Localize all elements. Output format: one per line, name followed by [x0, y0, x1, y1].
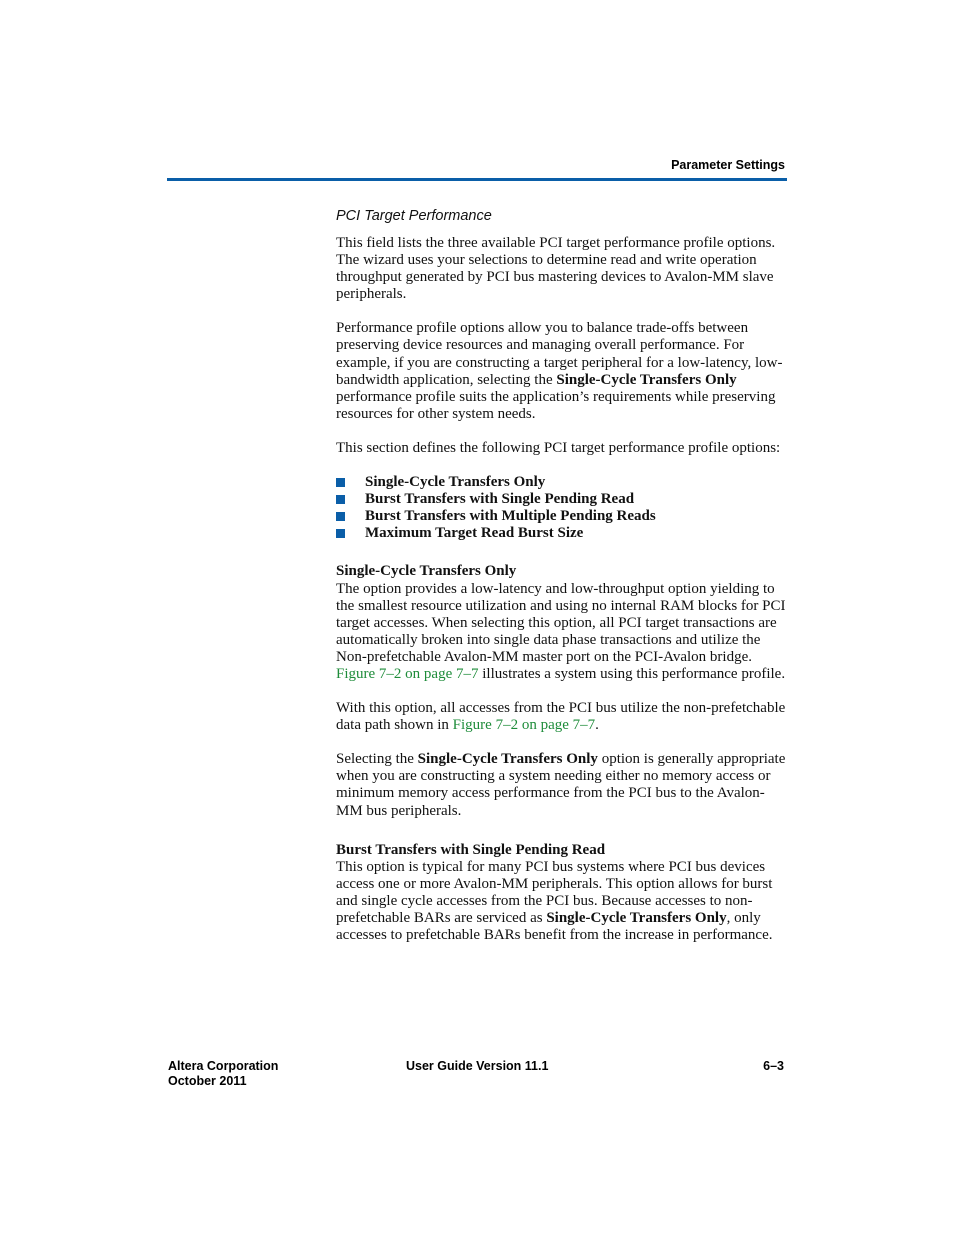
defines-paragraph: This section defines the following PCI target performance profile options:: [336, 439, 781, 456]
section-title: PCI Target Performance: [336, 208, 492, 224]
list-item: Burst Transfers with Single Pending Read: [336, 491, 788, 508]
square-bullet-icon: [336, 512, 345, 521]
list-item: Maximum Target Read Burst Size: [336, 525, 788, 542]
footer-page-number: 6–3: [763, 1059, 784, 1073]
intro-paragraph: This field lists the three available PCI target performance profile options. The wizard uses your selections to determine read and write operation throughput generated by PCI bus mastering devices to Avalon-MM slave peripherals.: [336, 235, 776, 303]
running-header-title: Parameter Settings: [671, 158, 785, 172]
list-item: Burst Transfers with Multiple Pending Reads: [336, 508, 788, 525]
footer-guide-version: User Guide Version 11.1: [406, 1059, 549, 1073]
bold-term: Single-Cycle Transfers Only: [546, 910, 727, 926]
options-list: [336, 474, 788, 542]
header-rule: [167, 178, 787, 181]
footer-company: Altera Corporation: [168, 1059, 279, 1073]
list-item: Single-Cycle Transfers Only: [336, 474, 788, 491]
balance-paragraph: Performance profile options allow you to balance trade-offs between preserving device resources and managing overall performance. For example, if you are constructing a target peripheral for a low-latency, low-bandwidth application, selecting the Single-Cycle Transfers Only performance profile suits the application’s requirements while preserving resources for other system needs.: [336, 320, 783, 422]
single-cycle-paragraph-1: The option provides a low-latency and low-throughput option yielding to the smallest resource utilization and using no internal RAM blocks for PCI target accesses. When selecting this option, all PCI target transactions are automatically broken into single data phase transactions and utilize the Non-prefetchable Avalon-MM master port on the PCI-Avalon bridge. Figure 7–2 on page 7–7 illustrates a system using this performance profile.: [336, 580, 786, 682]
square-bullet-icon: [336, 478, 345, 487]
bold-term: Single-Cycle Transfers Only: [556, 371, 737, 388]
bold-term: Single-Cycle Transfers Only: [417, 751, 598, 768]
single-cycle-paragraph-3: Selecting the Single-Cycle Transfers Only option is generally appropriate when you are constructing a system needing either no memory access or minimum memory access performance from the PCI bus to the Avalon-MM bus peripherals.: [336, 751, 786, 819]
burst-single-paragraph: This option is typical for many PCI bus systems where PCI bus devices access one or more Avalon-MM peripherals. This option allows for burst and single cycle accesses from the PCI bus. Because accesses to non-prefetchable BARs are serviced as Single-Cycle Transfers Only, only accesses to prefetchable BARs benefit from the increase in performance.: [336, 858, 773, 944]
burst-single-heading: Burst Transfers with Single Pending Read: [336, 841, 606, 858]
figure-link[interactable]: Figure 7–2 on page 7–7: [452, 717, 596, 734]
footer-left: [168, 1059, 278, 1089]
square-bullet-icon: [336, 529, 345, 538]
page-content: [336, 207, 788, 961]
figure-link[interactable]: Figure 7–2 on page 7–7: [336, 665, 479, 682]
footer-date: October 2011: [168, 1074, 247, 1088]
single-cycle-paragraph-2: With this option, all accesses from the PCI bus utilize the non-prefetchable data path shown in Figure 7–2 on page 7–7.: [336, 700, 786, 734]
single-cycle-heading: Single-Cycle Transfers Only: [336, 563, 517, 580]
square-bullet-icon: [336, 495, 345, 504]
